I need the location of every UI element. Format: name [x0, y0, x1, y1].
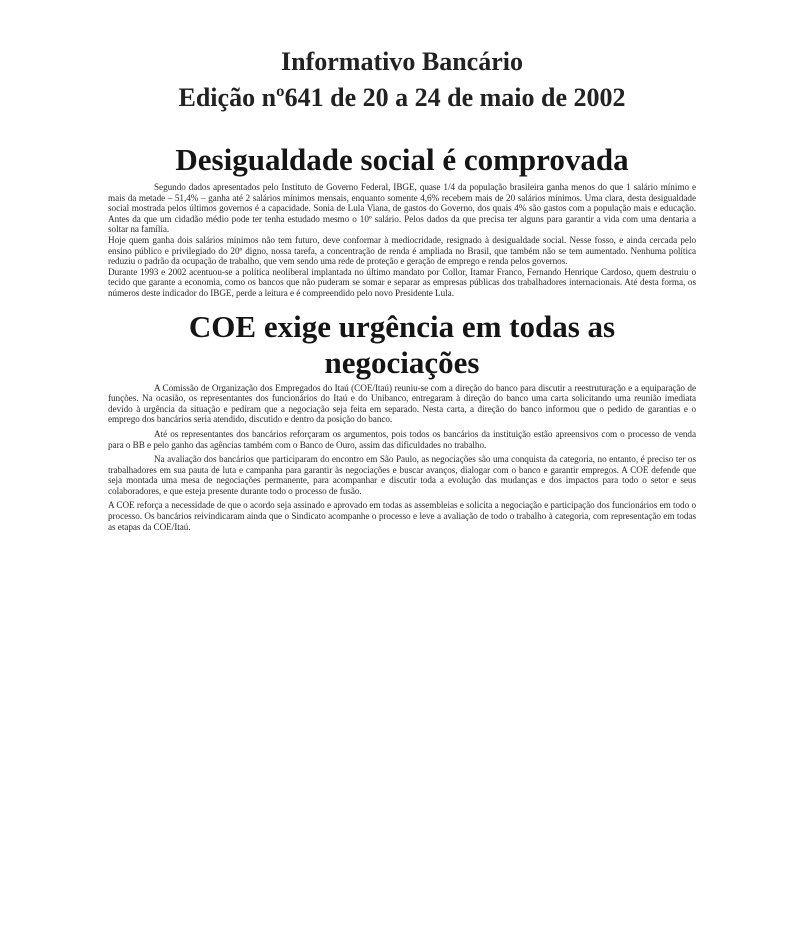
article-headline: COE exige urgência em todas as negociações — [188, 308, 616, 380]
article-paragraph: A COE reforça a necessidade de que o acordo seja assinado e aprovado em todas as assembleias e solicita a negociação e participação dos funcionários em todo o processo. Os bancários reivindicaram ainda que o Sindicato acompanhe o processo e leve a avaliação de todo o trabalho à categoria, com representação em todas as etapas da COE/Itaú. — [108, 500, 696, 532]
article-paragraph: Segundo dados apresentados pelo Instituto de Governo Federal, IBGE, quase 1/4 da população brasileira ganha menos do que 1 salário mínimo e mais da metade – 51,4% – ganha até 2 salários mínimos mensais, enquanto somente 4,6% recebem mais de 20 salários mínimos. Uma clara, desta desigualdade social mostrada pelos últimos governos é a capacidade. Sonia de Lula Viana, de gastos do Governo, dos quais 4% são gastos com a população mais e educação. Antes da que um cidadão médio pode ter tenha estudado mesmo o 10º salário. Pelos dados da que precisa ter alguns para garantir a vida com uma dentaria a soltar na família. — [108, 182, 696, 235]
article-headline: Desigualdade social é comprovada — [175, 142, 629, 177]
article-desigualdade — [108, 142, 696, 299]
article-paragraph: Até os representantes dos bancários reforçaram os argumentos, pois todos os bancários da instituição estão apreensivos com o processo de venda para o BB e pelo ganho das agências também com o Banco de Ouro, assim das dificuldades no trabalho. — [108, 428, 696, 450]
masthead — [108, 44, 696, 116]
masthead-title: Informativo Bancário — [281, 47, 523, 76]
newsletter-page — [108, 44, 696, 532]
article-paragraph: A Comissão de Organização dos Empregados do Itaú (COE/Itaú) reuniu-se com a direção do banco para discutir a reestruturação e a equiparação de funções. Na ocasião, os representantes dos funcionários do Itaú e do Unibanco, entregaram à direção do banco uma carta solicitando uma reunião imediata devido à urgência da situação e pediram que a negociação seja feita em separado. Nesta carta, a direção do banco informou que o pedido de garantias e o emprego dos bancários seria atendido, discutido e dentro da posição do banco. — [108, 382, 696, 425]
article-paragraph: Durante 1993 e 2002 acentuou-se a política neoliberal implantada no último mandato por Collor, Itamar Franco, Fernando Henrique Cardoso, quem destruiu o tecido que garante a economia, como os bancos que não puderam se somar e separar as empresas públicas dos trabalhadores internacionais. Até desta forma, os números deste indicador do IBGE, perde a leitura e é compreendido pelo novo Presidente Lula. — [108, 266, 696, 298]
article-paragraph: Na avaliação dos bancários que participaram do encontro em São Paulo, as negociações são uma conquista da categoria, no entanto, é preciso ter os trabalhadores em sua pauta de luta e campanha para garantir às negociações e buscar avanços, dialogar com o banco e garantir empregos. A COE defende que seja montada uma mesa de negociações permanente, para acompanhar e discutir toda a evolução das mudanças e dos impactos para todo o setor e seus colaboradores, e que esteja presente durante todo o processo de fusão. — [108, 454, 696, 496]
masthead-edition: Edição nº641 de 20 a 24 de maio de 2002 — [178, 83, 626, 112]
article-coe — [108, 309, 696, 533]
article-paragraph: Hoje quem ganha dois salários mínimos não tem futuro, deve conformar à mediocridade, resignado à desigualdade social. Nesse fosso, e ainda cercada pelo ensino público e privilegiado do 20º digno, nossa tarefa, a concentração de renda é ampliada no Brasil, que também não se tem aumentado. Nenhuma política reduziu o padrão da ocupação de trabalho, que vem sendo uma rede de proteção e geração de emprego e renda pelos governos. — [108, 234, 696, 267]
